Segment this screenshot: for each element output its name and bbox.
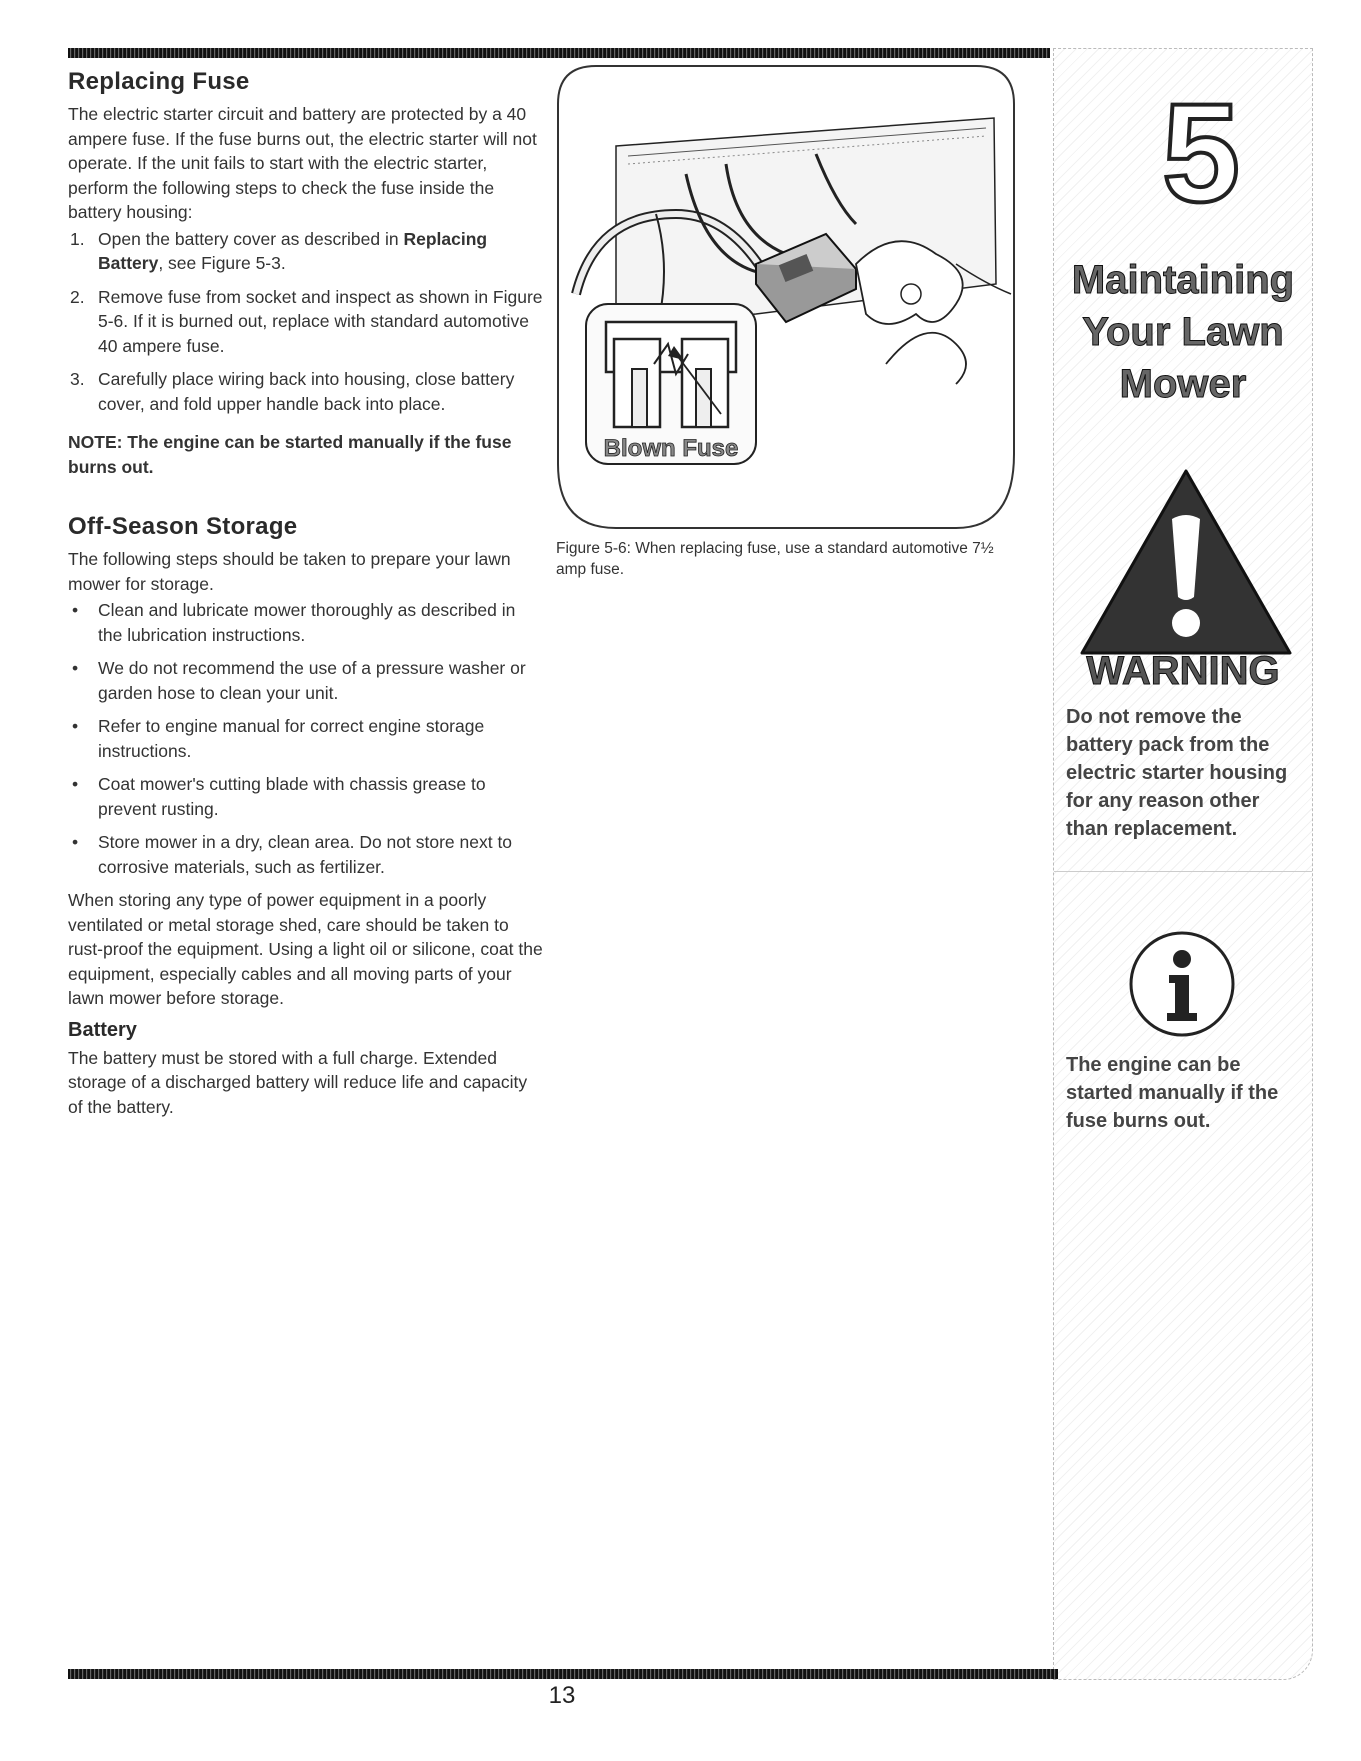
main-column [68, 68, 543, 1119]
chapter-title-line: Mower [1119, 362, 1247, 406]
step-number: 1. [70, 228, 85, 249]
page-number: 13 [548, 1682, 576, 1709]
replacing-fuse-intro: The electric starter circuit and battery are protected by a 40 ampere fuse. If the fuse burns out, the electric starter will not operate. If the unit fails to start with the electric starter, perform the following steps to check the fuse inside the battery housing: [68, 104, 537, 222]
sidebar-divider [1054, 871, 1312, 872]
step-item [68, 285, 543, 359]
bullet-text: Clean and lubricate mower thoroughly as described in the lubrication instructions. [98, 600, 516, 645]
bullet-mark: • [72, 600, 79, 620]
off-season-intro: The following steps should be taken to prepare your lawn mower for storage. [68, 549, 511, 594]
warning-label: WARNING [1086, 649, 1280, 693]
step-number: 3. [70, 369, 85, 389]
figure-caption: Figure 5-6: When replacing fuse, use a standard automotive 7½ amp fuse. [556, 540, 994, 578]
top-rule [68, 48, 1050, 58]
blown-fuse-label: Blown Fuse [603, 435, 739, 462]
warning-text: Do not remove the battery pack from the electric starter housing for any reason other than replacement. [1066, 706, 1288, 840]
step-text: , see Figure 5-3. [158, 253, 286, 273]
bullet-item [68, 830, 543, 879]
step-item [68, 227, 543, 276]
fuse-note: NOTE: The engine can be started manually if the fuse burns out. [68, 432, 512, 477]
battery-text: The battery must be stored with a full charge. Extended storage of a discharged battery will reduce life and capacity of the battery. [68, 1047, 528, 1117]
warning-triangle-icon [1078, 467, 1294, 657]
info-text: The engine can be started manually if the fuse burns out. [1066, 1054, 1279, 1132]
step-item [68, 367, 543, 416]
replacing-fuse-heading: Replacing Fuse [68, 68, 250, 95]
bullet-text: Store mower in a dry, clean area. Do not store next to corrosive materials, such as fertilizer. [98, 832, 513, 877]
replacing-fuse-steps [68, 227, 543, 417]
chapter-number: 5 [1162, 74, 1240, 231]
bullet-mark: • [72, 774, 79, 794]
step-number: 2. [70, 286, 85, 307]
off-season-bullets [68, 598, 543, 879]
bullet-mark: • [72, 832, 79, 852]
chapter-title [1054, 254, 1312, 410]
step-reference: Replacing Battery [98, 228, 488, 273]
bullet-text: We do not recommend the use of a pressure washer or garden hose to clean your unit. [98, 658, 526, 703]
off-season-heading: Off-Season Storage [68, 513, 298, 540]
storage-closing: When storing any type of power equipment in a poorly ventilated or metal storage shed, care should be taken to rust-proof the equipment. Using a light oil or silicone, coat the equipment, especially cables and all moving parts of your lawn mower before storage. [68, 890, 543, 1008]
bullet-mark: • [72, 658, 79, 678]
battery-heading: Battery [68, 1018, 137, 1041]
info-circle-icon [1127, 929, 1237, 1039]
fuse-figure [556, 64, 1016, 530]
step-text: Remove fuse from socket and inspect as shown in Figure 5-6. If it is burned out, replace with standard automotive 40 ampere fuse. [98, 286, 543, 356]
chapter-title-line: Your Lawn [1082, 310, 1284, 354]
bullet-text: Coat mower's cutting blade with chassis grease to prevent rusting. [98, 774, 486, 819]
chapter-title-line: Maintaining [1071, 258, 1295, 302]
bullet-item [68, 714, 543, 763]
bullet-item [68, 656, 543, 705]
bullet-mark: • [72, 716, 79, 736]
chapter-sidebar [1053, 48, 1313, 1680]
bullet-item [68, 598, 543, 647]
step-text: Open the battery cover as described in [98, 228, 404, 249]
bullet-item [68, 772, 543, 821]
bullet-text: Refer to engine manual for correct engine storage instructions. [98, 716, 485, 761]
step-text: Carefully place wiring back into housing, close battery cover, and fold upper handle back into place. [98, 369, 515, 414]
bottom-rule [68, 1669, 1058, 1679]
